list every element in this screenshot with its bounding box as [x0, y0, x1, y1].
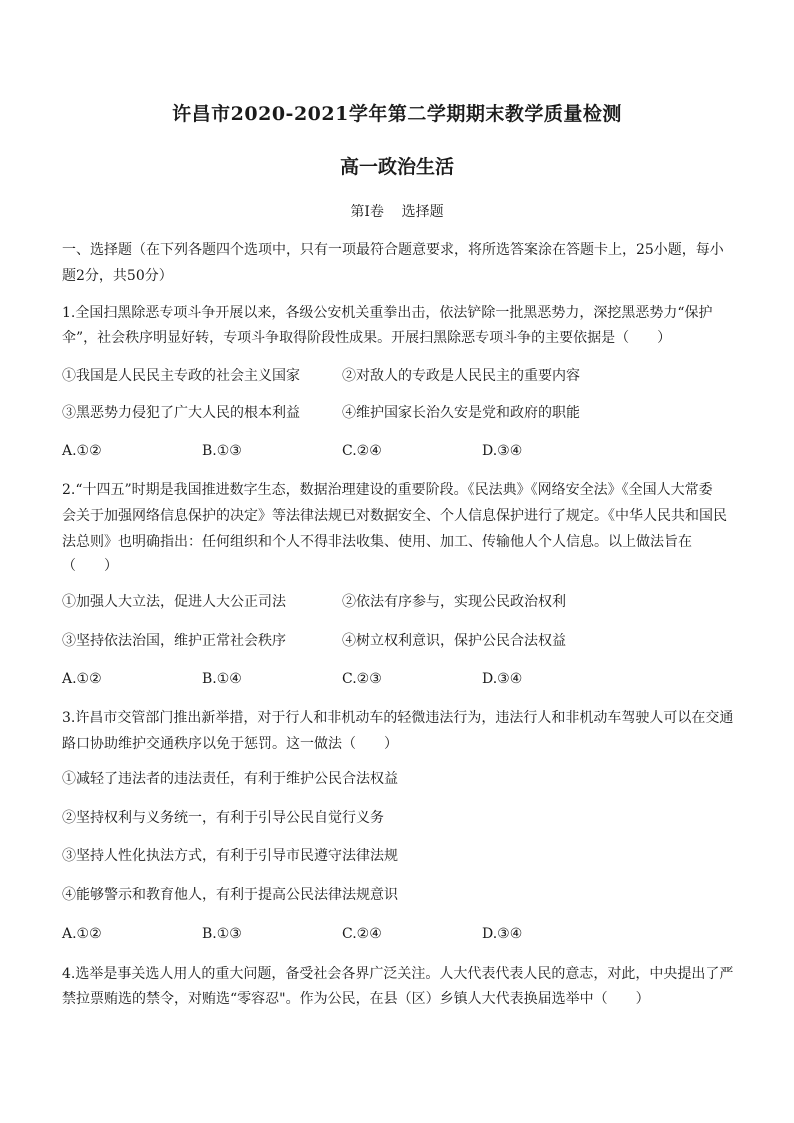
question-2-text: 法总则》也明确指出：任何组织和个人不得非法收集、使用、加工、传输他人个人信息。以上做法旨在	[62, 534, 692, 550]
question-2-answer-d: D.③④	[482, 671, 523, 687]
instructions-line: 题2分，共50分）	[62, 268, 173, 284]
instructions-line: 一、选择题（在下列各题四个选项中，只有一项最符合题意要求，将所选答案涂在答题卡上，25小题，每小	[62, 242, 724, 258]
question-1-statement: ③黑恶势力侵犯了广大人民的根本利益	[62, 405, 300, 421]
question-2-text: 会关于加强网络信息保护的决定》等法律法规已对数据安全、个人信息保护进行了规定。《中华人民共和国民	[62, 508, 727, 524]
question-4-text: 禁拉票贿选的禁令，对贿选“零容忍"。作为公民，在县（区）乡镇人大代表换届选举中（ ）	[62, 991, 650, 1007]
question-2-text: 2.“十四五”时期是我国推进数字生态，数据治理建设的重要阶段。《民法典》《网络安全法》《全国人大常委	[62, 482, 713, 498]
question-3-text: 3.许昌市交管部门推出新举措，对于行人和非机动车的轻微违法行为，违法行人和非机动车驾驶人可以在交通	[62, 710, 734, 726]
question-3-answer-a: A.①②	[62, 926, 102, 942]
question-1-text: 1.全国扫黑除恶专项斗争开展以来，各级公安机关重拳出击，依法铲除一批黑恶势力，深挖黑恶势力“保护	[62, 305, 713, 321]
question-2-statement: ②依法有序参与，实现公民政治权利	[342, 594, 566, 610]
subject-title: 高一政治生活	[339, 156, 454, 178]
question-3-text: 路口协助维护交通秩序以免于惩罚。这一做法（ ）	[62, 736, 398, 752]
question-3-statement: ③坚持人性化执法方式，有利于引导市民遵守法律法规	[62, 848, 398, 864]
question-4-text: 4.选举是事关选人用人的重大问题，备受社会各界广泛关注。人大代表代表人民的意志，对此，中央提出了严	[62, 966, 734, 982]
question-2-text: （ ）	[62, 558, 118, 574]
question-3-statement: ④能够警示和教育他人，有利于提高公民法律法规意识	[62, 887, 398, 903]
question-3-answer-d: D.③④	[482, 926, 523, 942]
question-3-statement: ②坚持权利与义务统一，有利于引导公民自觉行义务	[62, 810, 384, 826]
question-2-statement: ④树立权利意识，保护公民合法权益	[342, 633, 566, 649]
question-3-statement: ①减轻了违法者的违法责任，有利于维护公民合法权益	[62, 771, 398, 787]
exam-title: 许昌市2020-2021学年第二学期期末教学质量检测	[172, 103, 622, 125]
question-1-answer-d: D.③④	[482, 443, 523, 459]
question-1-answer-c: C.②④	[342, 443, 382, 459]
question-2-answer-c: C.②③	[342, 671, 382, 687]
question-2-statement: ③坚持依法治国，维护正常社会秩序	[62, 633, 286, 649]
question-1-statement: ②对敌人的专政是人民民主的重要内容	[342, 368, 580, 384]
question-3-answer-c: C.②④	[342, 926, 382, 942]
question-1-text: 伞”，社会秩序明显好转，专项斗争取得阶段性成果。开展扫黑除恶专项斗争的主要依据是（ ）	[62, 330, 672, 346]
question-1-statement: ④维护国家长治久安是党和政府的职能	[342, 405, 580, 421]
question-2-statement: ①加强人大立法，促进人大公正司法	[62, 594, 286, 610]
question-2-answer-a: A.①②	[62, 671, 102, 687]
question-1-answer-a: A.①②	[62, 443, 102, 459]
section-title: 第Ⅰ卷 选择题	[350, 204, 444, 220]
question-2-answer-b: B.①④	[202, 671, 242, 687]
question-3-answer-b: B.①③	[202, 926, 242, 942]
question-1-statement: ①我国是人民民主专政的社会主义国家	[62, 368, 300, 384]
question-1-answer-b: B.①③	[202, 443, 242, 459]
